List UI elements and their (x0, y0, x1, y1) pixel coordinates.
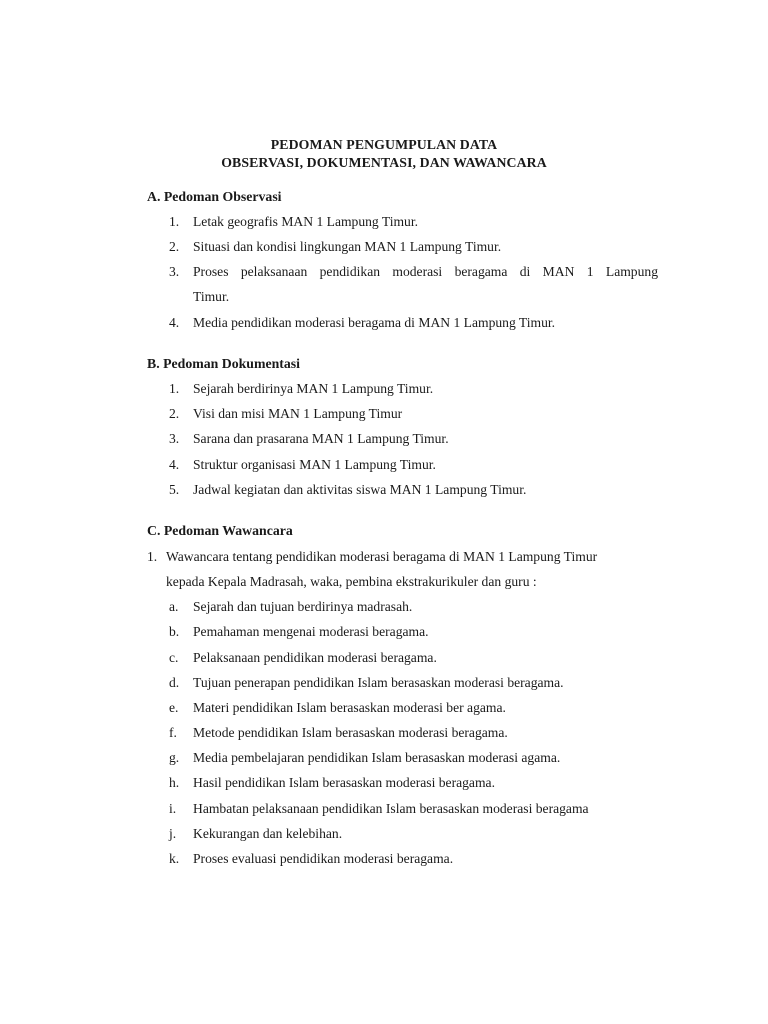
list-item-text: Sejarah berdirinya MAN 1 Lampung Timur. (193, 381, 434, 396)
list-item-text: Kekurangan dan kelebihan. (193, 826, 343, 841)
list-item-text: Sejarah dan tujuan berdirinya madrasah. (193, 599, 413, 614)
list-item-letter: a. (169, 599, 179, 614)
list-item-letter: f. (169, 725, 177, 740)
list-item-number: 1. (169, 381, 180, 396)
list-item-letter: d. (169, 675, 180, 690)
list-item-text: Pelaksanaan pendidikan moderasi beragama. (193, 650, 437, 665)
list-item-letter: j. (169, 826, 177, 841)
list-item-text: Pemahaman mengenai moderasi beragama. (193, 624, 429, 639)
list-item-text: Tujuan penerapan pendidikan Islam berasaskan moderasi beragama. (193, 675, 564, 690)
list-item-number: 4. (169, 315, 180, 330)
list-item-number: 2. (169, 239, 180, 254)
list-item-text: Media pendidikan moderasi beragama di MAN 1 Lampung Timur. (193, 315, 556, 330)
document-title: PEDOMAN PENGUMPULAN DATA (270, 137, 498, 152)
list-item-text: Visi dan misi MAN 1 Lampung Timur (193, 406, 403, 421)
list-item-number: 2. (169, 406, 180, 421)
question-text: Wawancara tentang pendidikan moderasi beragama di MAN 1 Lampung Timur (166, 549, 598, 564)
section-c-heading: C. Pedoman Wawancara (147, 523, 293, 538)
list-item-letter: g. (169, 750, 180, 765)
list-item-text: Hasil pendidikan Islam berasaskan moderasi beragama. (193, 775, 495, 790)
list-item-number: 3. (169, 264, 180, 279)
list-item-text: Letak geografis MAN 1 Lampung Timur. (193, 214, 419, 229)
list-item-text: Situasi dan kondisi lingkungan MAN 1 Lampung Timur. (193, 239, 502, 254)
list-item-text: Sarana dan prasarana MAN 1 Lampung Timur. (193, 431, 449, 446)
list-item-letter: e. (169, 700, 179, 715)
list-item-text: Materi pendidikan Islam berasaskan moderasi ber agama. (193, 700, 506, 715)
list-item-number: 1. (169, 214, 180, 229)
list-item-number: 4. (169, 457, 180, 472)
list-item-text: Proses evaluasi pendidikan moderasi beragama. (193, 851, 454, 866)
list-item-number: 3. (169, 431, 180, 446)
list-item-letter: c. (169, 650, 179, 665)
list-item-text: Hambatan pelaksanaan pendidikan Islam berasaskan moderasi beragama (193, 801, 589, 816)
document-subtitle: OBSERVASI, DOKUMENTASI, DAN WAWANCARA (221, 155, 547, 170)
list-item-text-continued: Timur. (193, 289, 230, 304)
list-item-letter: h. (169, 775, 180, 790)
list-item-number: 5. (169, 482, 180, 497)
list-item-text: Proses pelaksanaan pendidikan moderasi beragama di MAN 1 Lampung (193, 264, 658, 279)
section-a-heading: A. Pedoman Observasi (147, 189, 282, 204)
list-item-text: Struktur organisasi MAN 1 Lampung Timur. (193, 457, 436, 472)
list-item-letter: i. (169, 801, 177, 816)
list-item-letter: b. (169, 624, 180, 639)
list-item-text: Media pembelajaran pendidikan Islam berasaskan moderasi agama. (193, 750, 561, 765)
section-b-heading: B. Pedoman Dokumentasi (147, 356, 300, 371)
list-item-letter: k. (169, 851, 180, 866)
list-item-text: Jadwal kegiatan dan aktivitas siswa MAN 1 Lampung Timur. (193, 482, 527, 497)
question-text-continued: kepada Kepala Madrasah, waka, pembina ekstrakurikuler dan guru : (166, 574, 537, 589)
list-item-text: Metode pendidikan Islam berasaskan moderasi beragama. (193, 725, 508, 740)
question-number: 1. (147, 549, 158, 564)
